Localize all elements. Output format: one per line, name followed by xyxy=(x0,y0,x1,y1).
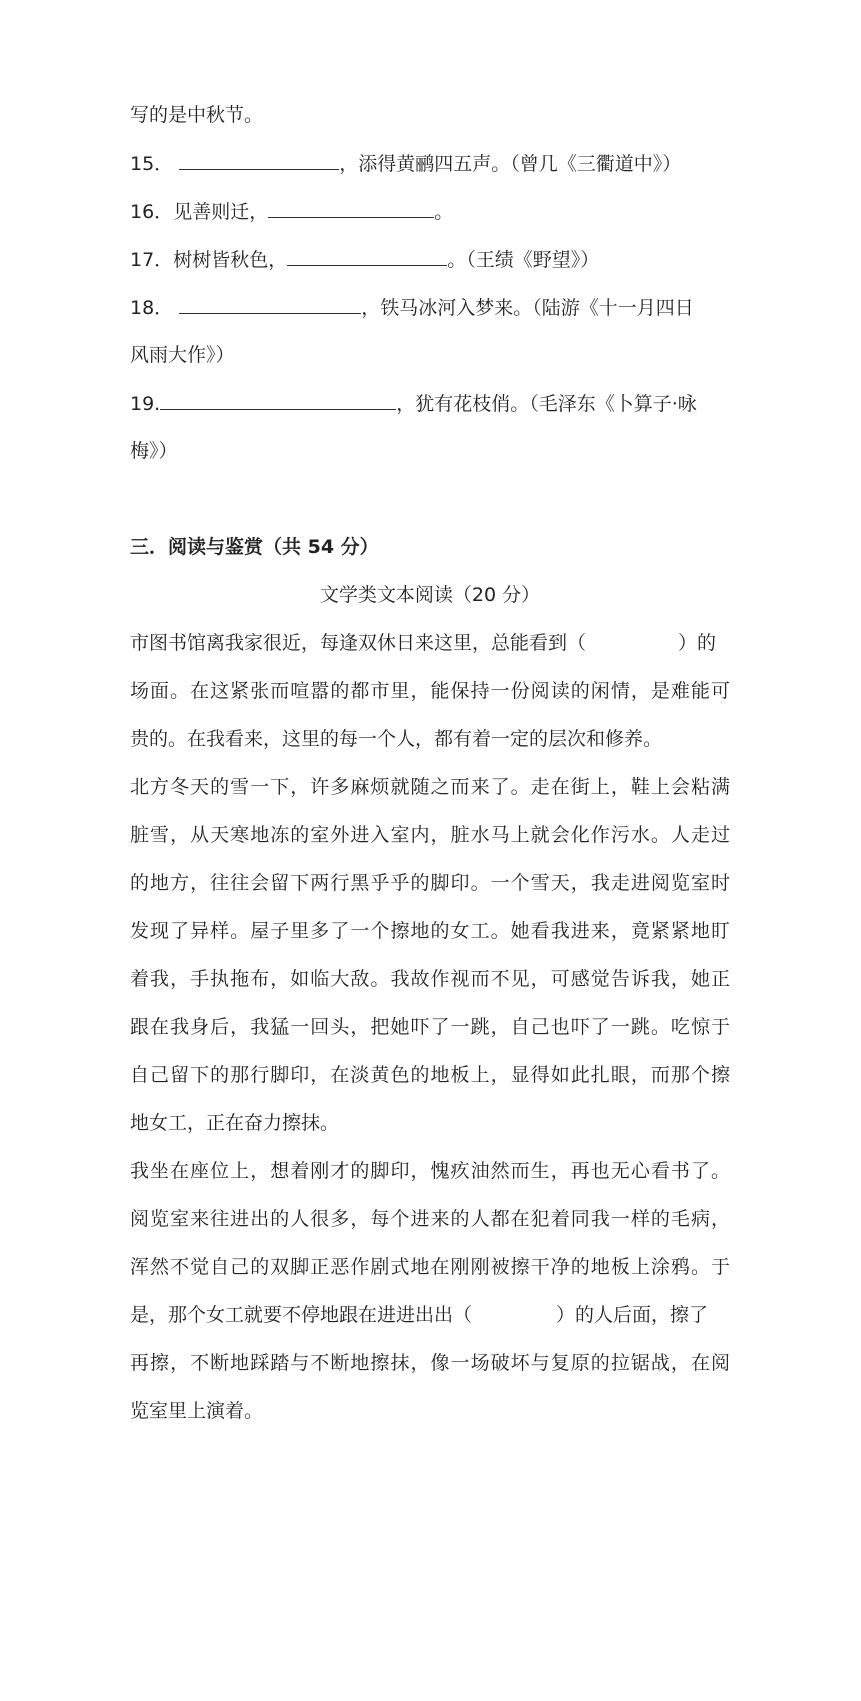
passage-line: 自己留下的那行脚印，在淡黄色的地板上，显得如此扎眼，而那个擦 xyxy=(130,1064,730,1086)
passage-line xyxy=(130,1303,730,1327)
question-number: 17． xyxy=(130,249,174,271)
passage-line: 我坐在座位上，想着刚才的脚印，愧疚油然而生，再也无心看书了。 xyxy=(130,1160,730,1182)
question-16 xyxy=(130,199,730,224)
line-text: 写的是中秋节。 xyxy=(130,104,264,126)
passage-line: 脏雪，从天寒地冻的室外进入室内，脏水马上就会化作污水。人走过 xyxy=(130,824,730,846)
question-18 xyxy=(130,295,730,320)
question-18-continuation xyxy=(130,343,730,367)
question-text: 。 xyxy=(434,201,454,223)
passage-line: 发现了异样。屋子里多了一个擦地的女工。她看我进来，竟紧紧地盯 xyxy=(130,920,730,942)
section-heading: 三．阅读与鉴赏（共 54 分） xyxy=(130,536,379,558)
passage-text: ）的 xyxy=(678,632,717,654)
passage-text: ）的人后面，擦了 xyxy=(556,1304,709,1326)
question-15 xyxy=(130,151,730,176)
question-text: ，犹有花枝俏。（毛泽东《卜算子·咏 xyxy=(396,393,697,415)
passage-line: 场面。在这紧张而喧嚣的都市里，能保持一份阅读的闲情，是难能可 xyxy=(130,680,730,702)
passage-line: 再擦，不断地踩踏与不断地擦抹，像一场破坏与复原的拉锯战，在阅 xyxy=(130,1352,730,1374)
question-number: 18． xyxy=(130,297,174,319)
passage-line: 着我，手执拖布，如临大敌。我故作视而不见，可感觉告诉我，她正 xyxy=(130,968,730,990)
answer-blank[interactable] xyxy=(179,151,339,170)
question-text: 梅》） xyxy=(130,440,178,462)
passage-line: 览室里上演着。 xyxy=(130,1400,264,1422)
passage-line: 浑然不觉自己的双脚正恶作剧式地在刚刚被擦干净的地板上涂鸦。于 xyxy=(130,1256,730,1278)
question-text: 。（王绩《野望》） xyxy=(447,249,600,271)
passage-text: 是，那个女工就要不停地跟在进进出出（ xyxy=(130,1304,473,1326)
passage-line: 北方冬天的雪一下，许多麻烦就随之而来了。走在街上，鞋上会粘满 xyxy=(130,776,730,798)
answer-blank[interactable] xyxy=(287,247,447,266)
question-number: 16． xyxy=(130,201,174,223)
question-text: ，铁马冰河入梦来。（陆游《十一月四日 xyxy=(361,297,694,319)
question-19 xyxy=(130,391,730,416)
passage-subheading: 文学类文本阅读（20 分） xyxy=(319,584,541,606)
answer-blank[interactable] xyxy=(179,295,361,314)
question-text: 树树皆秋色， xyxy=(173,249,288,271)
line-14-continuation xyxy=(130,103,730,127)
question-text: 见善则迁， xyxy=(173,201,269,223)
passage-line: 贵的。在我看来，这里的每一个人，都有着一定的层次和修养。 xyxy=(130,728,663,750)
passage-line xyxy=(130,631,730,655)
answer-blank[interactable] xyxy=(268,199,434,218)
question-number: 15． xyxy=(130,153,174,175)
passage-line: 跟在我身后，我猛一回头，把她吓了一跳，自己也吓了一跳。吃惊于 xyxy=(130,1016,730,1038)
question-19-continuation xyxy=(130,439,730,463)
question-number: 19. xyxy=(130,393,161,415)
answer-blank[interactable] xyxy=(160,391,396,410)
passage-line: 的地方，往往会留下两行黑乎乎的脚印。一个雪天，我走进阅览室时 xyxy=(130,872,730,894)
question-text: 风雨大作》） xyxy=(130,344,235,366)
passage-line: 地女工，正在奋力擦抹。 xyxy=(130,1112,340,1134)
passage-text: 市图书馆离我家很近，每逢双休日来这里，总能看到（ xyxy=(130,632,587,654)
passage-line: 阅览室来往进出的人很多，每个进来的人都在犯着同我一样的毛病， xyxy=(130,1208,730,1230)
question-17 xyxy=(130,247,730,272)
question-text: ，添得黄鹂四五声。（曾几《三衢道中》） xyxy=(339,153,682,175)
